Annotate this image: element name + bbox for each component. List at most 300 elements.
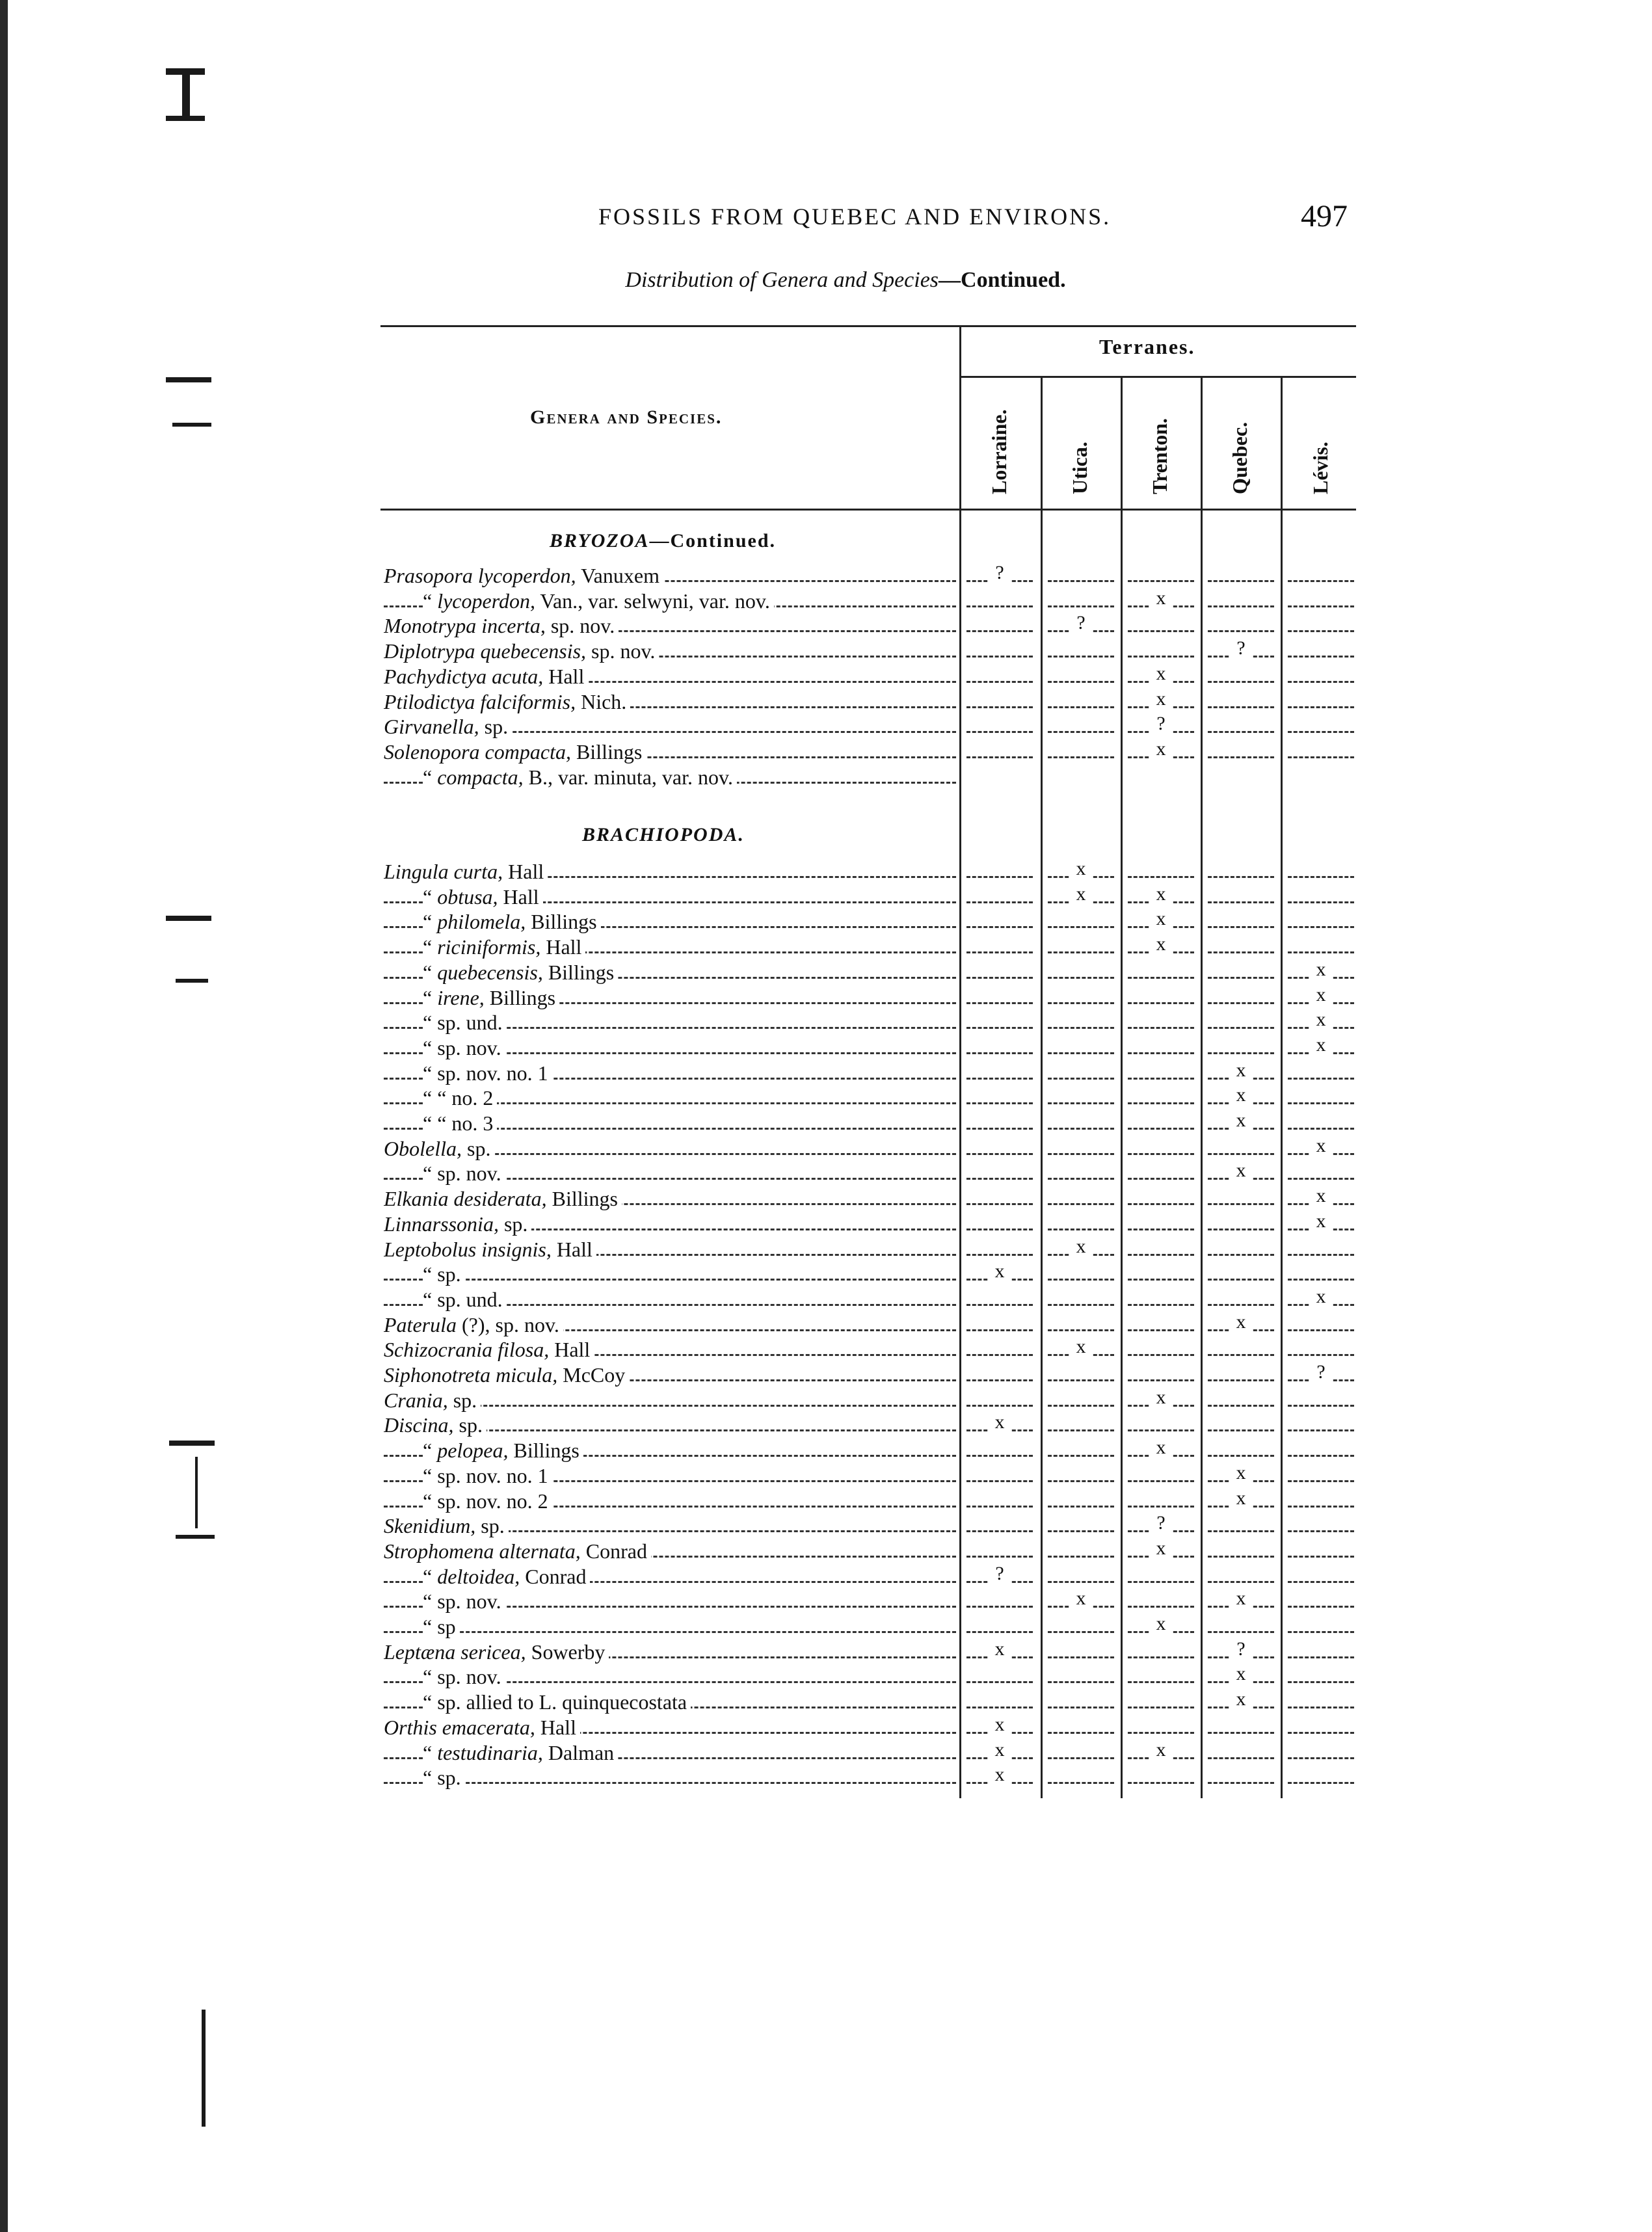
occurrence-cell	[1203, 1715, 1279, 1740]
table-row	[384, 1111, 956, 1136]
table-row	[384, 909, 956, 934]
species-italic: Skenidium,	[384, 1514, 476, 1538]
species-italic: Discina,	[384, 1413, 454, 1437]
occurrence-cell	[961, 1564, 1038, 1589]
occurrence-mark: x	[1230, 1311, 1252, 1333]
occurrence-cell	[1283, 1388, 1359, 1413]
page-spine	[0, 0, 8, 2232]
occurrence-cell	[1283, 1237, 1359, 1262]
table-row	[384, 1589, 956, 1614]
cell-leader	[1208, 1782, 1274, 1784]
occurrence-cell	[961, 1539, 1038, 1563]
ditto-mark: “	[423, 1162, 438, 1186]
species-name	[384, 1716, 580, 1739]
cell-leader	[1048, 1405, 1114, 1407]
ditto-mark: “	[423, 1489, 438, 1513]
occurrence-cell	[1123, 1035, 1199, 1060]
ditto-mark: “	[423, 985, 438, 1009]
cell-leader	[1288, 1279, 1354, 1281]
occurrence-cell	[1043, 1337, 1119, 1362]
species-italic: Pachydictya acuta,	[384, 664, 544, 688]
occurrence-cell	[1123, 1085, 1199, 1110]
species-name	[423, 1036, 505, 1059]
occurrence-cell	[961, 664, 1038, 689]
col-header-lorraine: Lorraine.	[987, 409, 1011, 494]
occurrence-cell	[1283, 1161, 1359, 1186]
occurrence-cell	[1043, 613, 1119, 638]
cell-leader	[1128, 1203, 1194, 1205]
cell-leader	[1128, 1707, 1194, 1708]
occurrence-cell	[1123, 1186, 1199, 1211]
occurrence-cell	[1123, 1337, 1199, 1362]
cell-leader	[1048, 756, 1114, 758]
occurrence-cell	[1043, 1664, 1119, 1689]
occurrence-cell	[1123, 1136, 1199, 1161]
cell-leader	[966, 1405, 1033, 1407]
species-italic: pelopea,	[437, 1439, 509, 1463]
cell-leader	[1208, 1052, 1274, 1054]
table-row	[384, 1740, 956, 1765]
occurrence-cell	[1283, 1111, 1359, 1136]
cell-leader	[966, 1203, 1033, 1205]
species-name	[384, 564, 663, 587]
cell-leader	[1208, 1757, 1274, 1759]
cell-leader	[966, 977, 1033, 979]
occurrence-cell	[1043, 689, 1119, 714]
cell-leader	[1288, 1455, 1354, 1457]
cell-leader	[1128, 1732, 1194, 1734]
occurrence-cell	[1283, 1136, 1359, 1161]
table-row	[384, 613, 956, 638]
cell-leader	[1048, 1506, 1114, 1508]
occurrence-cell	[1203, 1111, 1279, 1136]
occurrence-cell	[1043, 1111, 1119, 1136]
occurrence-mark: x	[1230, 1059, 1252, 1082]
cell-leader	[1128, 1506, 1194, 1508]
occurrence-cell	[1283, 985, 1359, 1010]
cell-leader	[1288, 1631, 1354, 1633]
table-row	[384, 1136, 956, 1161]
cell-leader	[1048, 1656, 1114, 1658]
occurrence-mark: x	[989, 1714, 1011, 1736]
species-author: sp.	[447, 1388, 477, 1412]
occurrence-cell	[1283, 613, 1359, 638]
table-row	[384, 689, 956, 714]
table-row	[384, 1035, 956, 1060]
occurrence-cell	[961, 1010, 1038, 1035]
occurrence-cell	[1043, 1765, 1119, 1790]
occurrence-cell	[1203, 859, 1279, 884]
species-author: sp. allied to L. quinquecostata	[437, 1690, 687, 1714]
occurrence-cell	[1123, 1312, 1199, 1337]
occurrence-cell	[961, 563, 1038, 588]
occurrence-cell	[1043, 739, 1119, 764]
occurrence-cell	[961, 1438, 1038, 1463]
table-top-rule	[380, 325, 1356, 327]
occurrence-cell	[961, 1237, 1038, 1262]
table-row	[384, 639, 956, 663]
occurrence-cell	[961, 1111, 1038, 1136]
species-name	[384, 715, 512, 738]
occurrence-mark: ?	[1230, 637, 1252, 659]
occurrence-cell	[1283, 884, 1359, 909]
species-author: Vanuxem	[576, 564, 659, 587]
species-italic: Prasopora lycoperdon,	[384, 564, 576, 587]
table-row	[384, 1186, 956, 1211]
species-italic: riciniformis,	[437, 935, 541, 959]
occurrence-cell	[1283, 1589, 1359, 1614]
occurrence-cell	[961, 1413, 1038, 1437]
occurrence-cell	[1283, 1035, 1359, 1060]
dot-leader	[384, 1631, 956, 1633]
species-author: Hall	[498, 884, 539, 909]
table-row	[384, 1413, 956, 1437]
occurrence-cell	[1043, 589, 1119, 613]
occurrence-cell	[1203, 563, 1279, 588]
occurrence-cell	[961, 1513, 1038, 1538]
occurrence-mark: x	[1150, 1537, 1172, 1560]
occurrence-cell	[1123, 960, 1199, 985]
occurrence-cell	[1043, 1085, 1119, 1110]
table-caption	[0, 268, 1652, 293]
cell-leader	[1128, 1782, 1194, 1784]
occurrence-cell	[1283, 1740, 1359, 1765]
cell-leader	[966, 1681, 1033, 1683]
cell-leader	[1288, 1556, 1354, 1558]
occurrence-cell	[961, 1061, 1038, 1085]
cell-leader	[1048, 1757, 1114, 1759]
species-name	[423, 1111, 497, 1135]
occurrence-cell	[1043, 1388, 1119, 1413]
cell-leader	[1048, 1078, 1114, 1080]
occurrence-mark: x	[1230, 1688, 1252, 1710]
cell-leader	[1288, 1782, 1354, 1784]
cell-leader	[1288, 1681, 1354, 1683]
species-author: sp.	[475, 1514, 505, 1538]
cell-leader	[1208, 1379, 1274, 1381]
cell-leader	[1128, 630, 1194, 632]
species-name	[384, 1388, 481, 1412]
ditto-mark: “	[423, 589, 438, 613]
species-italic: testudinaria,	[437, 1740, 543, 1764]
species-name	[423, 986, 559, 1009]
occurrence-mark: x	[1070, 858, 1092, 880]
species-name	[384, 740, 646, 764]
cell-leader	[1288, 926, 1354, 928]
cell-leader	[1208, 731, 1274, 733]
ditto-mark: “	[423, 1690, 438, 1714]
species-author: Hall	[543, 664, 585, 688]
cell-leader	[1048, 1128, 1114, 1130]
table-row	[384, 765, 956, 790]
occurrence-cell	[961, 1186, 1038, 1211]
occurrence-cell	[1283, 909, 1359, 934]
species-italic: Paterula	[384, 1312, 457, 1336]
occurrence-cell	[1123, 589, 1199, 613]
cell-leader	[1128, 977, 1194, 979]
occurrence-cell	[961, 1463, 1038, 1488]
occurrence-cell	[1043, 1362, 1119, 1387]
cell-leader	[966, 681, 1033, 683]
occurrence-cell	[1123, 1161, 1199, 1186]
occurrence-mark: x	[1150, 738, 1172, 760]
table-row	[384, 1262, 956, 1286]
occurrence-mark: x	[1150, 1739, 1172, 1761]
occurrence-mark: x	[1150, 933, 1172, 955]
occurrence-cell	[1283, 1085, 1359, 1110]
occurrence-cell	[1283, 664, 1359, 689]
species-name	[423, 1489, 552, 1513]
table-row	[384, 1690, 956, 1714]
cell-leader	[1048, 1631, 1114, 1633]
cell-leader	[966, 1455, 1033, 1457]
cell-leader	[966, 605, 1033, 607]
cell-leader	[1048, 1480, 1114, 1482]
cell-leader	[1048, 977, 1114, 979]
occurrence-cell	[1123, 613, 1199, 638]
table-row	[384, 739, 956, 764]
ditto-mark: “	[423, 1589, 438, 1614]
table-row	[384, 960, 956, 985]
cell-leader	[1048, 580, 1114, 582]
occurrence-mark: x	[1150, 883, 1172, 905]
species-italic: quebecensis,	[437, 960, 543, 984]
species-author: Billings	[526, 910, 597, 934]
species-italic: Diplotrypa quebecensis,	[384, 639, 587, 663]
occurrence-cell	[1283, 1413, 1359, 1437]
section-title	[550, 530, 776, 552]
binding-mark	[169, 1441, 215, 1446]
binding-mark	[182, 68, 190, 120]
occurrence-cell	[1283, 1489, 1359, 1513]
occurrence-cell	[961, 639, 1038, 663]
species-italic: irene,	[437, 985, 485, 1009]
species-name	[423, 589, 774, 613]
occurrence-cell	[1203, 1262, 1279, 1286]
cell-leader	[1288, 1757, 1354, 1759]
occurrence-cell	[1043, 1438, 1119, 1463]
occurrence-cell	[1203, 960, 1279, 985]
occurrence-cell	[1043, 1614, 1119, 1639]
cell-leader	[1288, 1581, 1354, 1583]
occurrence-cell	[1043, 1640, 1119, 1664]
occurrence-cell	[1203, 1513, 1279, 1538]
species-author: sp. nov.	[437, 1162, 501, 1186]
occurrence-mark: x	[989, 1739, 1011, 1761]
cell-leader	[1288, 1429, 1354, 1431]
species-name	[423, 1011, 507, 1034]
occurrence-cell	[1283, 1287, 1359, 1312]
species-italic: Girvanella,	[384, 715, 479, 739]
cell-leader	[1288, 1480, 1354, 1482]
species-name	[384, 1238, 596, 1261]
cell-leader	[1208, 1631, 1274, 1633]
occurrence-cell	[1043, 1589, 1119, 1614]
table-row	[384, 1463, 956, 1488]
ditto-mark: “	[423, 765, 438, 789]
cell-leader	[1128, 1606, 1194, 1608]
occurrence-cell	[1203, 1413, 1279, 1437]
occurrence-cell	[961, 1589, 1038, 1614]
occurrence-cell	[1043, 1740, 1119, 1765]
occurrence-cell	[1123, 1438, 1199, 1463]
occurrence-cell	[1043, 859, 1119, 884]
cell-leader	[966, 1631, 1033, 1633]
cell-leader	[1208, 1153, 1274, 1155]
cell-leader	[1288, 656, 1354, 658]
occurrence-mark: x	[1070, 1336, 1092, 1358]
occurrence-mark: x	[1230, 1160, 1252, 1182]
cell-leader	[1048, 1732, 1114, 1734]
occurrence-cell	[1283, 1513, 1359, 1538]
cell-leader	[1208, 1203, 1274, 1205]
species-name	[423, 1086, 497, 1109]
occurrence-cell	[1123, 1111, 1199, 1136]
cell-leader	[1208, 580, 1274, 582]
species-author: “ no. 2	[437, 1086, 494, 1110]
cell-leader	[1208, 1556, 1274, 1558]
cell-leader	[1128, 1178, 1194, 1180]
cell-leader	[1128, 1329, 1194, 1331]
occurrence-cell	[1203, 1362, 1279, 1387]
ditto-mark: “	[423, 1011, 438, 1035]
species-author: sp. und.	[437, 1287, 503, 1311]
table-row	[384, 1564, 956, 1589]
occurrence-cell	[961, 1690, 1038, 1714]
occurrence-cell	[1043, 1287, 1119, 1312]
cell-leader	[1288, 706, 1354, 708]
occurrence-cell	[1123, 1640, 1199, 1664]
ditto-mark: “	[423, 960, 438, 984]
occurrence-mark: x	[1230, 1109, 1252, 1132]
cell-leader	[1208, 1405, 1274, 1407]
species-author: “ no. 3	[437, 1111, 494, 1135]
cell-leader	[966, 656, 1033, 658]
table-row	[384, 1061, 956, 1085]
species-author: Conrad	[520, 1564, 587, 1588]
species-author: Billings	[508, 1439, 580, 1463]
table-row	[384, 1287, 956, 1312]
species-italic: Monotrypa incerta,	[384, 614, 546, 638]
occurrence-cell	[1283, 960, 1359, 985]
occurrence-cell	[1043, 909, 1119, 934]
section-title-text: BRYOZOA	[550, 530, 650, 551]
occurrence-cell	[1283, 859, 1359, 884]
occurrence-cell	[961, 1312, 1038, 1337]
cell-leader	[1208, 1304, 1274, 1306]
occurrence-cell	[1043, 1262, 1119, 1286]
occurrence-cell	[1043, 1061, 1119, 1085]
occurrence-cell	[1123, 1287, 1199, 1312]
occurrence-cell	[1123, 1589, 1199, 1614]
occurrence-cell	[1123, 859, 1199, 884]
cell-leader	[1048, 1178, 1114, 1180]
cell-leader	[1288, 605, 1354, 607]
cell-leader	[1288, 731, 1354, 733]
species-author: Nich.	[576, 689, 627, 713]
species-name	[384, 1514, 509, 1537]
cell-leader	[1208, 1279, 1274, 1281]
occurrence-cell	[961, 884, 1038, 909]
cell-leader	[1208, 756, 1274, 758]
cell-leader	[1208, 926, 1274, 928]
species-author: sp.	[461, 1136, 491, 1160]
cell-leader	[966, 756, 1033, 758]
cell-leader	[966, 951, 1033, 953]
occurrence-cell	[1203, 935, 1279, 959]
cell-leader	[1048, 1707, 1114, 1708]
occurrence-mark: x	[1070, 1236, 1092, 1258]
col-header-quebec: Quebec.	[1228, 421, 1251, 494]
cell-leader	[1128, 1429, 1194, 1431]
occurrence-mark: x	[1310, 1034, 1332, 1056]
cell-leader	[1288, 1329, 1354, 1331]
occurrence-cell	[1203, 1539, 1279, 1563]
table-row	[384, 664, 956, 689]
occurrence-cell	[1283, 1010, 1359, 1035]
occurrence-cell	[1123, 1463, 1199, 1488]
binding-mark	[166, 116, 205, 121]
occurrence-mark: ?	[1150, 1512, 1172, 1534]
species-author: sp.	[479, 715, 509, 739]
cell-leader	[1048, 681, 1114, 683]
occurrence-cell	[1283, 1564, 1359, 1589]
cell-leader	[1048, 1379, 1114, 1381]
species-author: sp.	[453, 1413, 483, 1437]
cell-leader	[966, 1329, 1033, 1331]
occurrence-cell	[1123, 714, 1199, 739]
species-author: Conrad	[580, 1539, 647, 1563]
species-author: sp. nov.	[437, 1589, 501, 1614]
occurrence-cell	[961, 960, 1038, 985]
occurrence-mark: x	[1310, 1185, 1332, 1207]
genera-species-label: Genera and Species.	[530, 406, 723, 428]
cell-leader	[1048, 1304, 1114, 1306]
cell-leader	[1288, 1506, 1354, 1508]
table-row	[384, 1489, 956, 1513]
cell-leader	[966, 1480, 1033, 1482]
occurrence-mark: x	[1150, 1387, 1172, 1409]
occurrence-cell	[1043, 1237, 1119, 1262]
occurrence-cell	[1043, 1413, 1119, 1437]
species-name	[423, 1589, 505, 1613]
cell-leader	[1128, 1153, 1194, 1155]
occurrence-cell	[1043, 1463, 1119, 1488]
cell-leader	[966, 1254, 1033, 1256]
table-row	[384, 884, 956, 909]
cell-leader	[1288, 681, 1354, 683]
species-name	[384, 1413, 486, 1437]
occurrence-mark: x	[1310, 1210, 1332, 1232]
cell-leader	[1288, 580, 1354, 582]
occurrence-cell	[1283, 689, 1359, 714]
cell-leader	[1208, 951, 1274, 953]
occurrence-cell	[1203, 1010, 1279, 1035]
species-italic: deltoidea,	[437, 1564, 520, 1588]
occurrence-cell	[1283, 739, 1359, 764]
species-author: Hall	[535, 1715, 576, 1739]
occurrence-cell	[1123, 765, 1199, 790]
occurrence-mark: x	[1070, 883, 1092, 905]
table-row	[384, 589, 956, 613]
species-author: Billings	[484, 985, 556, 1009]
occurrence-cell	[1203, 1237, 1279, 1262]
cell-leader	[1128, 1102, 1194, 1104]
terranes-label: Terranes.	[1099, 335, 1195, 358]
table-row	[384, 1010, 956, 1035]
occurrence-cell	[1283, 1539, 1359, 1563]
cell-leader	[966, 1078, 1033, 1080]
